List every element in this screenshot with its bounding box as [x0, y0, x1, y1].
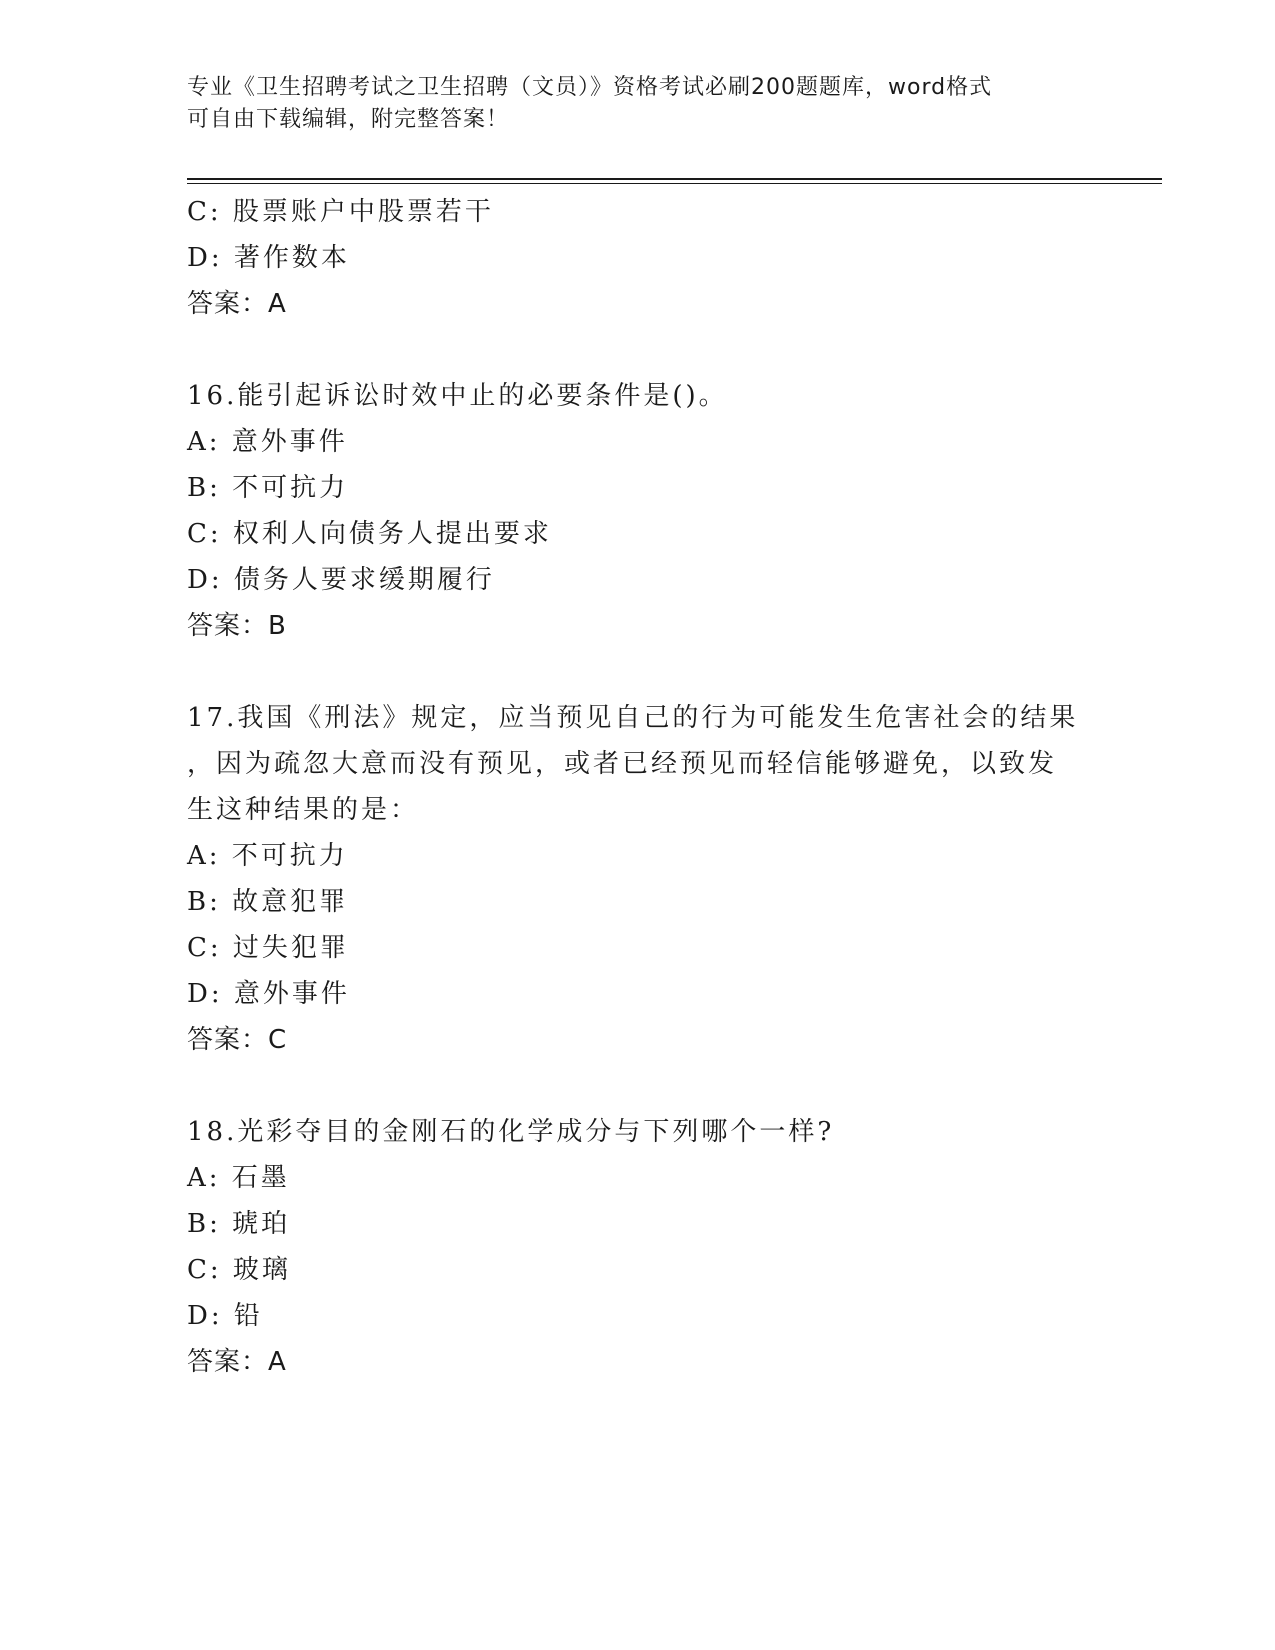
question-list: [187, 189, 1087, 1385]
header-title-line-2: 可自由下载编辑，附完整答案！: [187, 107, 510, 132]
answer-line: 答案：C: [187, 1025, 288, 1055]
option-d: D: 著作数本: [187, 243, 350, 273]
question-stem: 16.能引起诉讼时效中止的必要条件是()。: [187, 381, 728, 411]
option-a: A: 不可抗力: [187, 841, 348, 871]
question-16: [187, 373, 1087, 649]
answer-line: 答案：A: [187, 1347, 287, 1377]
question-stem-line-2: ，因为疏忽大意而没有预见，或者已经预见而轻信能够避免，以致发: [187, 749, 1058, 779]
option-b: B: 故意犯罪: [187, 887, 349, 917]
question-stem-line-1: 17.我国《刑法》规定，应当预见自己的行为可能发生危害社会的结果: [187, 703, 1079, 733]
question-stem: 18.光彩夺目的金刚石的化学成分与下列哪个一样?: [187, 1117, 835, 1147]
option-c: C: 过失犯罪: [187, 933, 349, 963]
spacer: [187, 649, 1087, 695]
option-b: B: 不可抗力: [187, 473, 349, 503]
option-a: A: 石墨: [187, 1163, 290, 1193]
spacer: [187, 1063, 1087, 1109]
option-c: C: 权利人向债务人提出要求: [187, 519, 552, 549]
question-stem-line-3: 生这种结果的是：: [187, 795, 420, 825]
header-divider-thin: [187, 183, 1162, 184]
previous-question-tail: [187, 189, 1087, 327]
spacer: [187, 327, 1087, 373]
option-c: C: 股票账户中股票若干: [187, 197, 494, 227]
answer-line: 答案：A: [187, 289, 287, 319]
option-d: D: 债务人要求缓期履行: [187, 565, 495, 595]
option-c: C: 玻璃: [187, 1255, 291, 1285]
option-d: D: 铅: [187, 1301, 263, 1331]
option-d: D: 意外事件: [187, 979, 350, 1009]
document-header: [187, 72, 1067, 136]
option-b: B: 琥珀: [187, 1209, 291, 1239]
header-divider-thick: [187, 178, 1162, 180]
question-18: [187, 1109, 1087, 1385]
question-17: [187, 695, 1087, 1063]
option-a: A: 意外事件: [187, 427, 348, 457]
header-title-line-1: 专业《卫生招聘考试之卫生招聘（文员）》资格考试必刷200题题库，word格式: [187, 75, 993, 100]
answer-line: 答案：B: [187, 611, 287, 641]
